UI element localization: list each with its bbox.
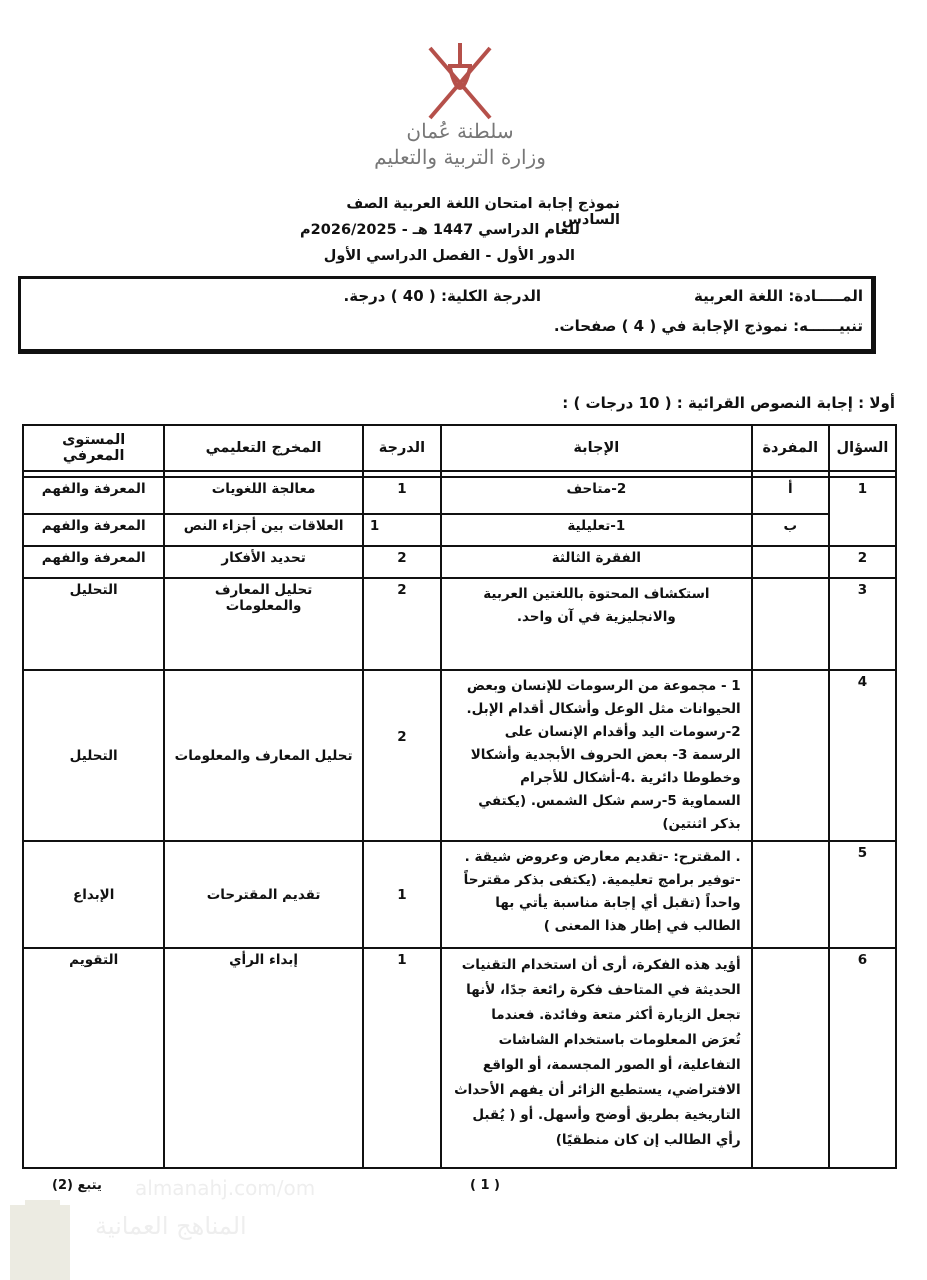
answer-text: الفقرة الثالثة	[441, 546, 752, 578]
watermark-shape	[10, 1205, 70, 1280]
subject-label: المـــــادة: اللغة العربية	[694, 287, 863, 305]
answer-text: 2-متاحف	[441, 477, 752, 514]
pages-note: تنبيــــــه: نموذج الإجابة في ( 4 ) صفحات.	[553, 317, 863, 335]
grade: 1	[363, 948, 441, 1168]
grade: 1	[363, 514, 441, 546]
level: التحليل	[23, 578, 164, 670]
outcome: تحليل المعارف والمعلومات	[164, 670, 362, 841]
continue-note: يتبع (2)	[52, 1178, 102, 1193]
answer-text: . المقترح: -تقديم معارض وعروض شيقة . -توفير برامج تعليمية. (يكتفى بذكر مقترحاً واحداً (تقبل أي إجابة مناسبة يأتي بها الطالب في إطار هذا المعنى )	[441, 841, 752, 948]
outcome: تقديم المقترحات	[164, 841, 362, 948]
question-number: 3	[829, 578, 896, 670]
table-row	[23, 670, 896, 841]
table-header	[23, 425, 896, 471]
table-row	[23, 514, 896, 546]
header-grade: الدرجة	[363, 425, 441, 471]
level: المعرفة والفهم	[23, 514, 164, 546]
oman-emblem-logo	[420, 38, 500, 128]
question-number: 6	[829, 948, 896, 1168]
grade: 2	[363, 578, 441, 670]
academic-year: للعام الدراسي 1447 هـ - 2026/2025م	[300, 222, 580, 238]
exam-info-box	[18, 276, 876, 354]
grade: 2	[363, 546, 441, 578]
level: المعرفة والفهم	[23, 546, 164, 578]
header-level: المستوى المعرفي	[23, 425, 164, 471]
answer-table	[22, 424, 897, 1169]
item-label	[752, 841, 829, 948]
outcome: إبداء الرأي	[164, 948, 362, 1168]
outcome: العلاقات بين أجزاء النص	[164, 514, 362, 546]
total-grade: الدرجة الكلية: ( 40 ) درجة.	[343, 287, 541, 305]
table-row	[23, 546, 896, 578]
table-row	[23, 477, 896, 514]
table-row	[23, 578, 896, 670]
header-item: المفردة	[752, 425, 829, 471]
item-label: أ	[752, 477, 829, 514]
header-question: السؤال	[829, 425, 896, 471]
table-row	[23, 841, 896, 948]
level: التحليل	[23, 670, 164, 841]
level: الإبداع	[23, 841, 164, 948]
page-number: ( 1 )	[470, 1178, 500, 1193]
answer-text: 1-تعليلية	[441, 514, 752, 546]
item-label	[752, 546, 829, 578]
answer-text: استكشاف المحتوة باللغتين العربية والانجليزية في آن واحد.	[441, 578, 752, 670]
answer-text: 1 - مجموعة من الرسومات للإنسان وبعض الحيوانات مثل الوعل وأشكال أقدام الإبل. 2-رسومات اليد وأقدام الإنسان على الرسمة 3- بعض الحروف الأبجدية وأشكالا وخطوطا دائرية .4-أشكال للأجرام السماوية 5-رسم شكل الشمس. (يكتفي بذكر اثنتين)	[441, 670, 752, 841]
table-row	[23, 948, 896, 1168]
level: المعرفة والفهم	[23, 477, 164, 514]
header-answer: الإجابة	[441, 425, 752, 471]
grade: 1	[363, 841, 441, 948]
header-outcome: المخرج التعليمي	[164, 425, 362, 471]
outcome: معالجة اللغويات	[164, 477, 362, 514]
level: التقويم	[23, 948, 164, 1168]
outcome: تحديد الأفكار	[164, 546, 362, 578]
ministry-logo-text: سلطنة عُمان وزارة التربية والتعليم	[374, 119, 546, 169]
watermark-name: المناهج العمانية	[95, 1212, 247, 1240]
exam-title: نموذج إجابة امتحان اللغة العربية الصف السادس	[346, 196, 620, 228]
grade: 2	[363, 670, 441, 841]
section-title: أولا : إجابة النصوص القرائية : ( 10 درجات ) :	[562, 394, 895, 412]
item-label	[752, 948, 829, 1168]
question-number: 2	[829, 546, 896, 578]
watermark-url: almanahj.com/om	[135, 1176, 316, 1200]
answer-text: أؤيد هذه الفكرة، أرى أن استخدام التقنيات الحديثة في المتاحف فكرة رائعة جدًا، لأنها تجعل الزيارة أكثر متعة وفائدة. فعندما تُعرَض المعلومات باستخدام الشاشات التفاعلية، أو الصور المجسمة، أو الواقع الافتراضي، يستطيع الزائر أن يفهم الأحداث التاريخية بطريق أوضح وأسهل. أو ( يُقبل رأي الطالب إن كان منطقيًا)	[441, 948, 752, 1168]
item-label	[752, 670, 829, 841]
item-label: ب	[752, 514, 829, 546]
item-label	[752, 578, 829, 670]
exam-session: الدور الأول - الفصل الدراسي الأول	[323, 248, 575, 264]
question-number: 1	[829, 477, 896, 546]
grade: 1	[363, 477, 441, 514]
outcome: تحليل المعارف والمعلومات	[164, 578, 362, 670]
question-number: 5	[829, 841, 896, 948]
question-number: 4	[829, 670, 896, 841]
